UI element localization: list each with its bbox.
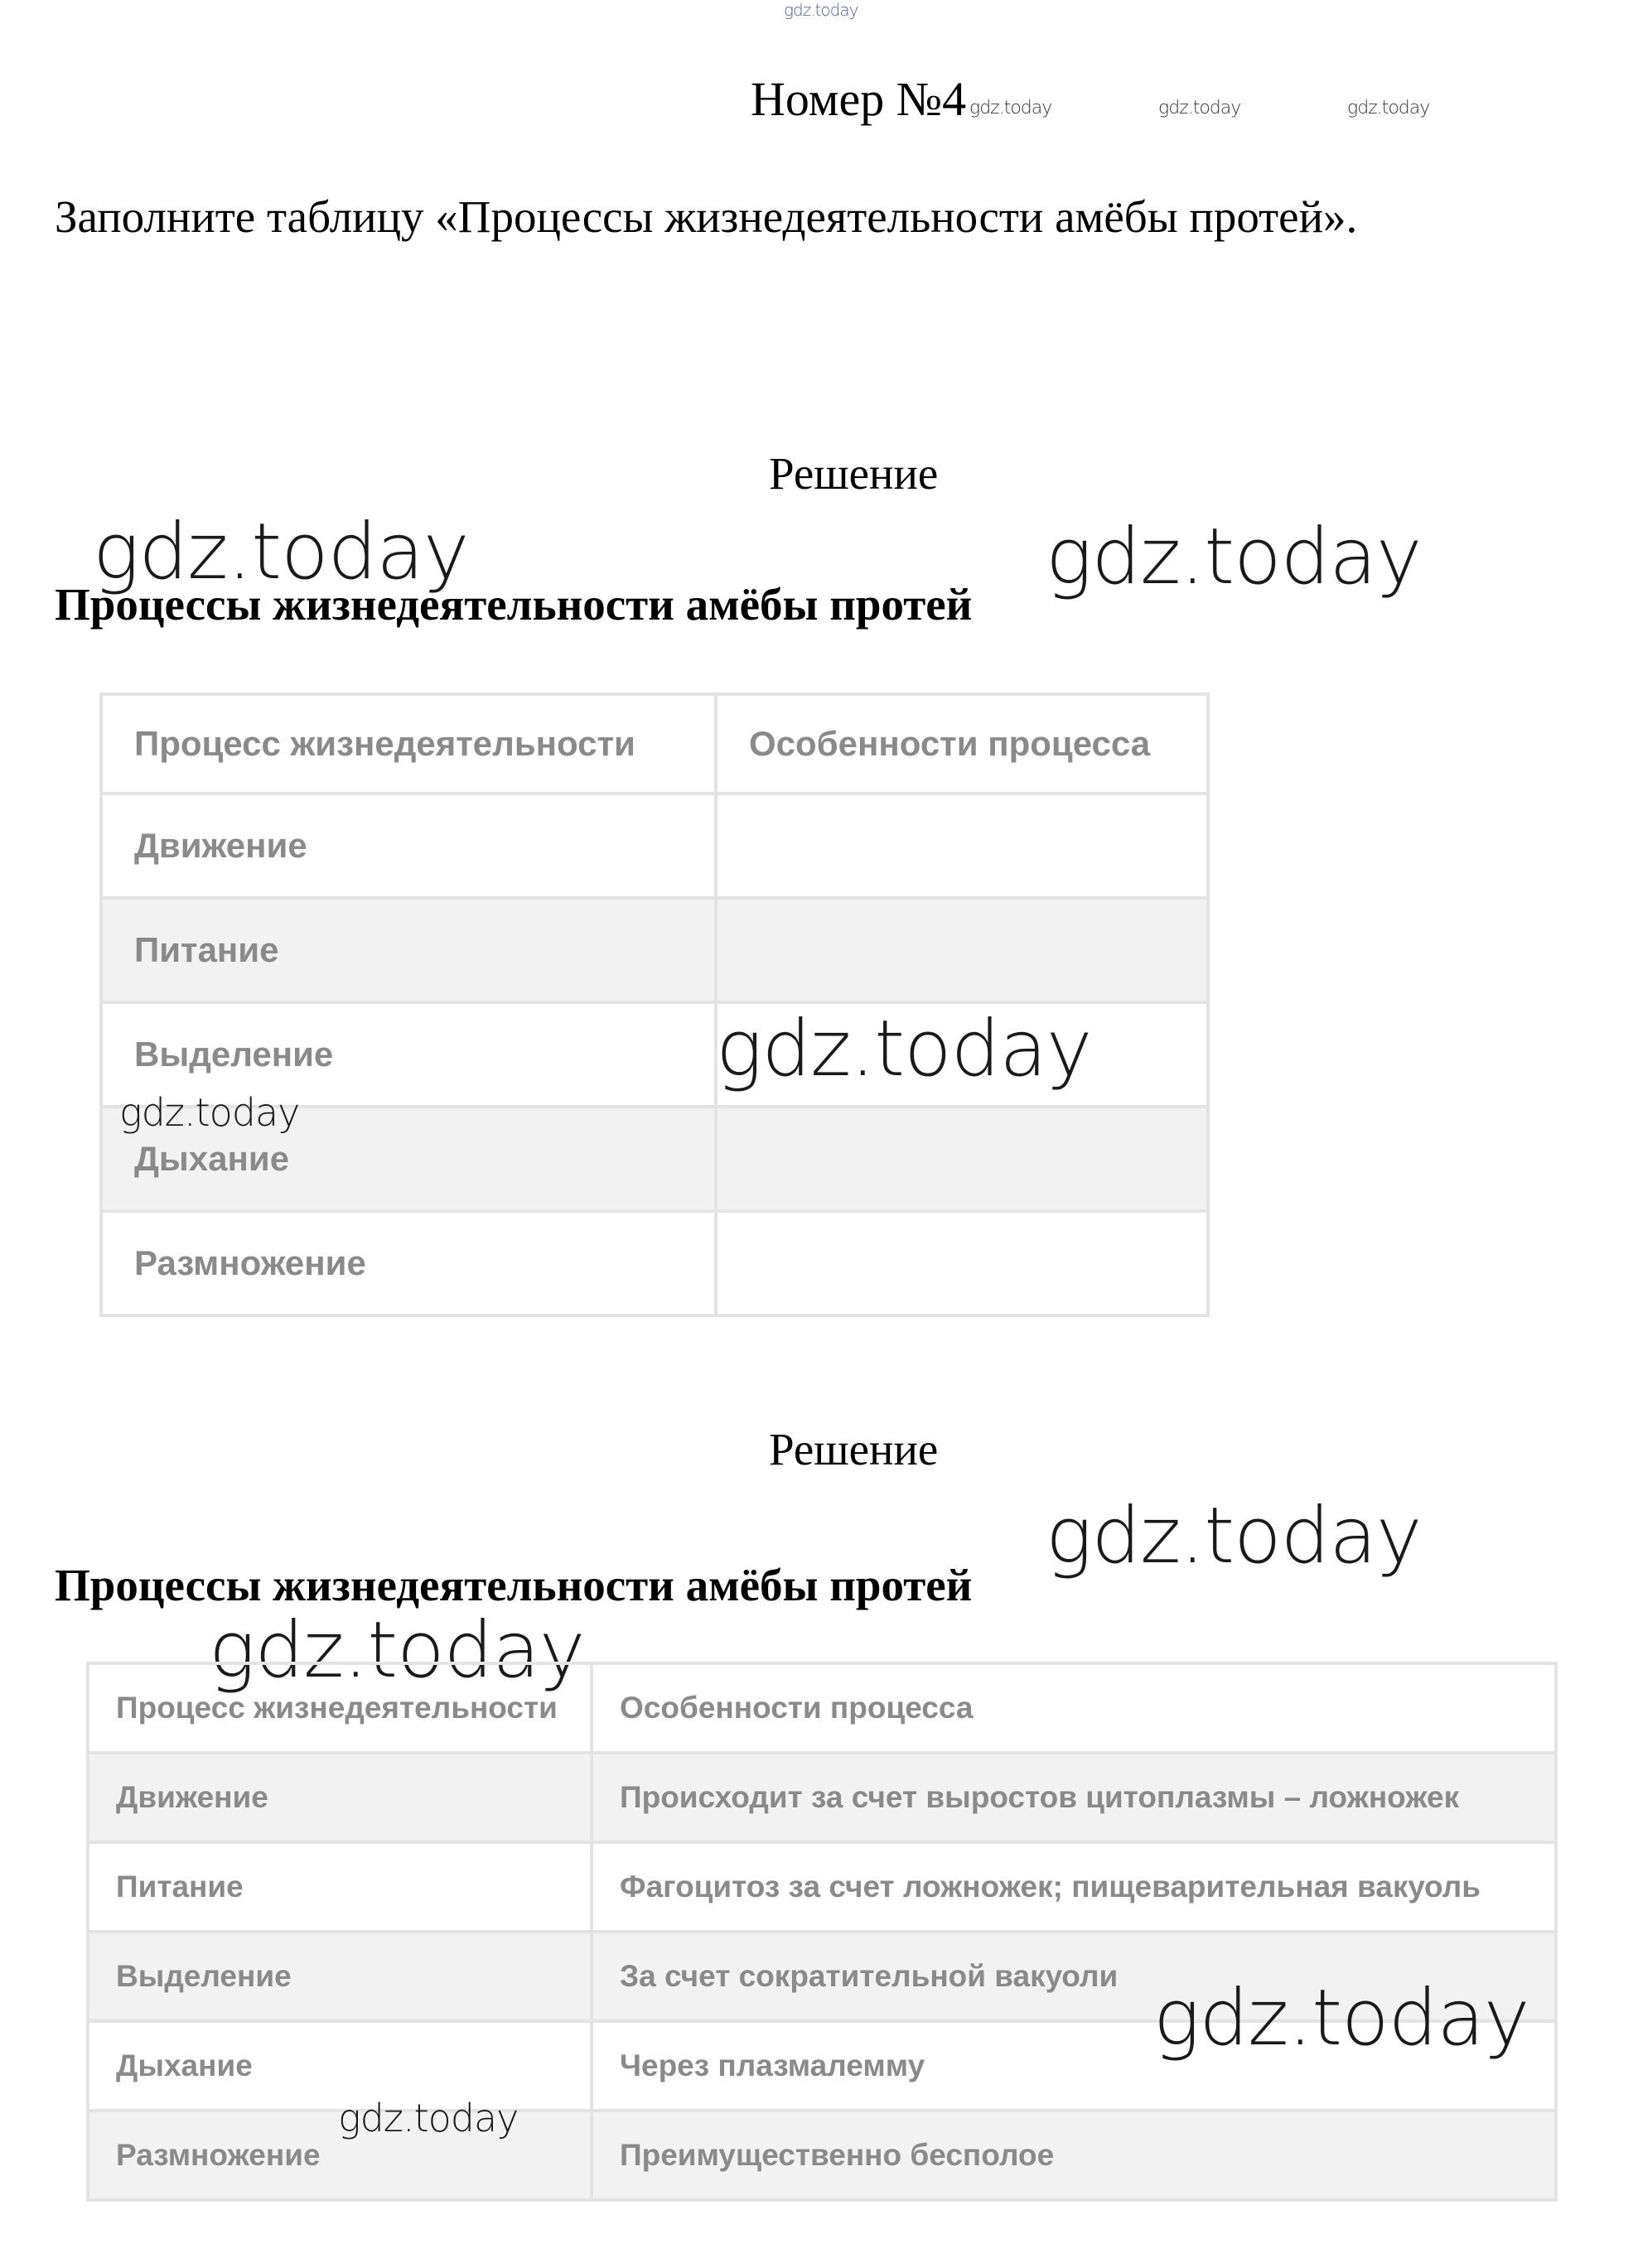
process-cell: Питание: [88, 1842, 592, 1932]
watermark-title-3: gdz.today: [1347, 98, 1430, 118]
process-cell: Выделение: [88, 1932, 592, 2021]
column-header: Процесс жизнедеятельности: [88, 1663, 592, 1753]
solution-label: Решение: [769, 448, 939, 499]
column-header: Процесс жизнедеятельности: [101, 694, 716, 794]
table-row: [101, 898, 1208, 1002]
feature-cell: Фагоцитоз за счет ложножек; пищеварительная вакуоль: [592, 1842, 1556, 1932]
watermark: gdz.today: [338, 2096, 519, 2140]
feature-cell: Через плазмалемму: [592, 2021, 1556, 2111]
table-header-row: [88, 1663, 1556, 1753]
table-heading: Процессы жизнедеятельности амёбы протей: [55, 579, 973, 630]
feature-cell: [716, 1211, 1208, 1315]
table-row: [101, 1211, 1208, 1315]
table-row: [101, 794, 1208, 898]
watermark-title-2: gdz.today: [1158, 98, 1241, 118]
table-heading: Процессы жизнедеятельности амёбы протей: [55, 1560, 973, 1610]
processes-table-filled: [86, 1662, 1558, 2202]
feature-cell: [716, 1107, 1208, 1211]
watermark: gdz.today: [93, 507, 469, 597]
watermark: gdz.today: [1153, 1973, 1529, 2063]
table-row: [88, 2111, 1556, 2200]
feature-cell: Происходит за счет выростов цитоплазмы – ложножек: [592, 1753, 1556, 1842]
watermark: gdz.today: [119, 1090, 300, 1135]
solution-label: Решение: [769, 1424, 939, 1474]
column-header: Особенности процесса: [592, 1663, 1556, 1753]
table-header-row: [101, 694, 1208, 794]
watermark-top: gdz.today: [784, 0, 858, 20]
process-cell: Движение: [88, 1753, 592, 1842]
watermark: gdz.today: [1046, 1491, 1422, 1581]
process-cell: Дыхание: [88, 2021, 592, 2111]
table-row: [88, 1842, 1556, 1932]
watermark-title-1: gdz.today: [969, 98, 1052, 118]
watermark: gdz.today: [716, 1004, 1092, 1094]
feature-cell: [716, 794, 1208, 898]
watermark: gdz.today: [209, 1605, 585, 1696]
process-cell: Дыхание: [101, 1107, 716, 1211]
process-cell: Выделение: [101, 1002, 716, 1107]
process-cell: Размножение: [88, 2111, 592, 2200]
feature-cell: За счет сократительной вакуоли: [592, 1932, 1556, 2021]
table-row: [88, 1753, 1556, 1842]
watermark: gdz.today: [1046, 512, 1422, 602]
process-cell: Движение: [101, 794, 716, 898]
process-cell: Питание: [101, 898, 716, 1002]
feature-cell: Преимущественно бесполое: [592, 2111, 1556, 2200]
process-cell: Размножение: [101, 1211, 716, 1315]
task-text: Заполните таблицу «Процессы жизнедеятельности амёбы протей».: [55, 191, 1358, 242]
feature-cell: [716, 898, 1208, 1002]
column-header: Особенности процесса: [716, 694, 1208, 794]
page-title: Номер №4: [751, 72, 967, 126]
